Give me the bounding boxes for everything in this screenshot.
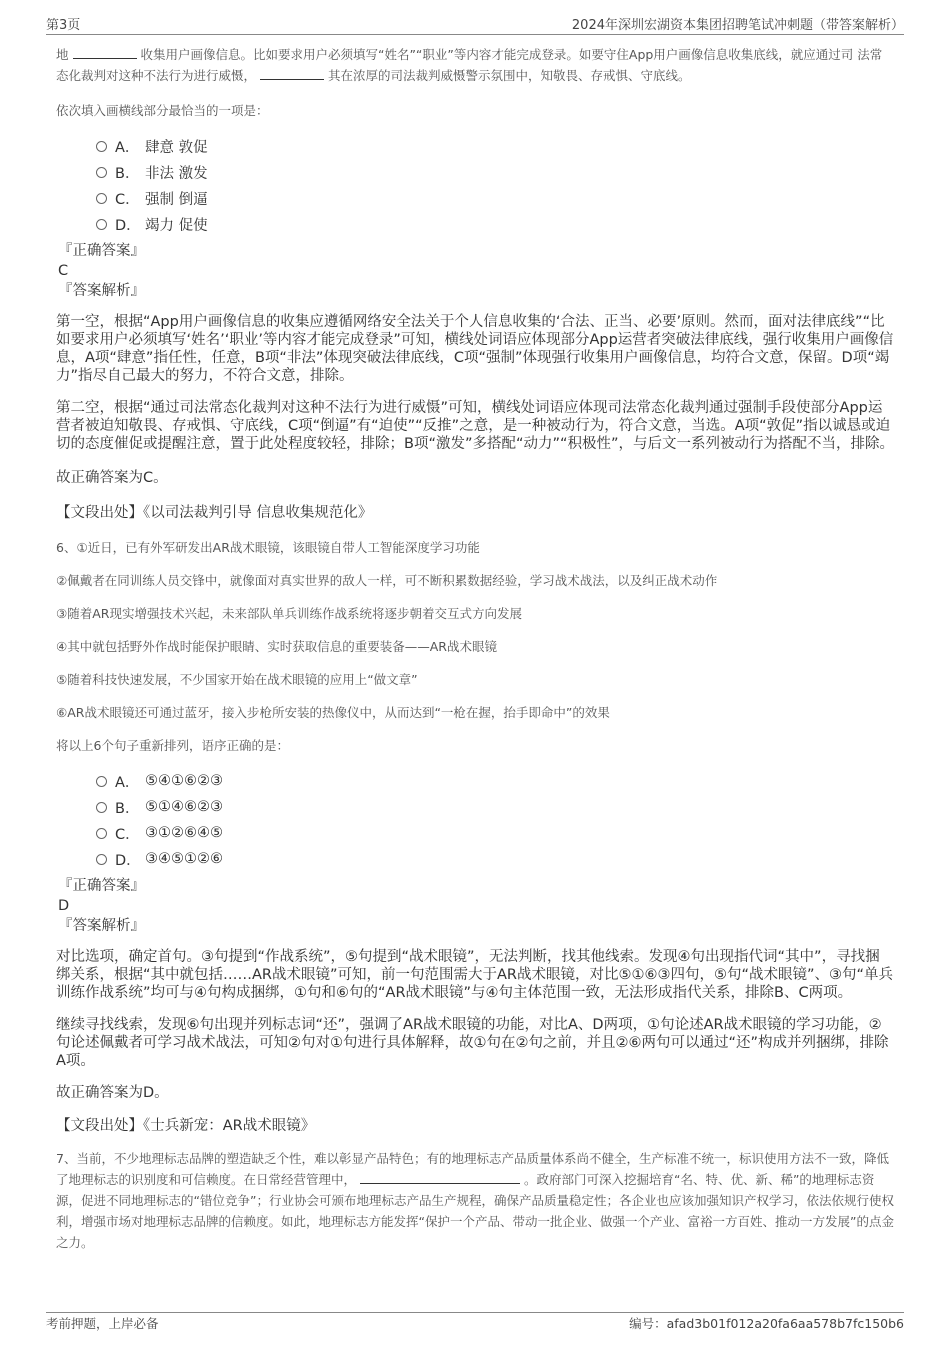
q6-analysis-p3: 故正确答案为D。 [56,1085,169,1101]
footer-divider [46,1312,904,1313]
q6-sentence-3: ③随着AR现实增强技术兴起，未来部队单兵训练作战系统将逐步朝着交互式方向发展 [56,606,522,621]
q6-analysis-p1: 对比选项，确定首句。③句提到“作战系统”，⑤句提到“战术眼镜”，无法判断，找其他线索。发现④句出现指代词“其中”，寻找捆绑关系，根据“其中就包括……AR战术眼镜”可知，前一句范围需大于AR战术眼镜，对比⑤①⑥③四句，⑤句“战术眼镜”、③句“单兵训练作战系统”均可与④句构成捆绑，①句和⑥句的“AR战术眼镜”与④句主体范围一致，无法形成指代关系，排除B、C两项。 [56,949,894,1001]
q6-answer-label: 『正确答案』 [58,878,145,894]
q5-answer: C [58,263,69,279]
q6-options [56,768,894,872]
q6-analysis-p2: 继续寻找线索，发现⑥句出现并列标志词“还”，强调了AR战术眼镜的功能，对比A、D两项，①句论述AR战术眼镜的学习功能，②句论述佩戴者可学习战术战法，可知②句对①句进行具体解释，故①句在②句之前，并且②⑥两句可以通过“还”构成并列捆绑，排除A项。 [56,1017,889,1069]
footer-code: 编号：afad3b01f012a20fa6aa578b7fc150b6 [629,1316,904,1331]
page-content [56,44,894,1253]
q6-sentence-6: ⑥AR战术眼镜还可通过蓝牙，接入步枪所安装的热像仪中，从而达到“一枪在握，抬手即命中”的效果 [56,705,610,720]
radio-icon[interactable] [96,854,107,865]
q5-analysis-p2: 第二空，根据“通过司法常态化裁判对这种不法行为进行威慑”可知，横线处词语应体现司法常态化裁判通过强制手段使部分App运营者被迫知敬畏、存戒惧、守底线，C项“倒逼”有“迫使”“反推”之意，是一种被动行为，符合文意，当选。A项“敦促”指以诚恳或迫切的态度催促或提醒注意，置于此处程度较轻，排除；B项“激发”多搭配“动力”“积极性”，与后文一系列被动行为搭配不当，排除。 [56,400,895,452]
q5-analysis-p1: 第一空，根据“App用户画像信息的收集应遵循网络安全法关于个人信息收集的‘合法、正当、必要’原则。然而，面对法律底线”“比如要求用户必须填写‘姓名’‘职业’等内容才能完成登录”可知，横线处词语应体现部分App运营者突破法律底线，强行收集用户画像信息，A项“肆意”指任性，任意，B项“非法”体现突破法律底线，C项“强制”体现强行收集用户画像信息，均符合文意，保留。D项“竭力”指尽自己最大的努力，不符合文意，排除。 [56,314,894,384]
q6-sentence-1: 6、①近日，已有外军研发出AR战术眼镜，该眼镜自带人工智能深度学习功能 [56,540,480,555]
q6-option-b[interactable]: B． ⑤①④⑥②③ [96,794,894,820]
q5-analysis-p3: 故正确答案为C。 [56,470,168,486]
radio-icon[interactable] [96,193,107,204]
q5-option-a[interactable]: A． 肆意 敦促 [96,133,894,159]
page-header [46,12,904,34]
q5-answer-label: 『正确答案』 [58,243,145,259]
q5-blank-1 [73,44,137,59]
radio-icon[interactable] [96,141,107,152]
q5-option-b[interactable]: B． 非法 激发 [96,159,894,185]
header-divider [46,34,904,35]
q6-option-d[interactable]: D． ③④⑤①②⑥ [96,846,894,872]
q5-text: 地 收集用户画像信息。比如要求用户必须填写“姓名”“职业”等内容才能完成登录。如要守住App用户画像信息收集底线，就应通过司 法常态化裁判对这种不法行为进行威慑， 其在浓厚的司法裁判威慑警示氛围中，知敬畏、存戒惧、守底线。 [56,44,894,86]
q5-prompt: 依次填入画横线部分最恰当的一项是： [56,103,269,118]
q6-prompt: 将以上6个句子重新排列，语序正确的是： [56,738,289,753]
radio-icon[interactable] [96,167,107,178]
q5-option-c[interactable]: C． 强制 倒逼 [96,185,894,211]
q7-blank [360,1169,520,1184]
footer-slogan: 考前押题，上岸必备 [46,1316,159,1331]
radio-icon[interactable] [96,802,107,813]
page-footer [46,1314,904,1332]
q5-option-d[interactable]: D． 竭力 促使 [96,211,894,237]
q6-option-c[interactable]: C． ③①②⑥④⑤ [96,820,894,846]
q5-source: 【文段出处】《以司法裁判引导 信息收集规范化》 [56,505,373,521]
q6-sentence-4: ④其中就包括野外作战时能保护眼睛、实时获取信息的重要装备——AR战术眼镜 [56,639,497,654]
q5-analysis-label: 『答案解析』 [58,283,145,299]
radio-icon[interactable] [96,828,107,839]
q6-option-a[interactable]: A． ⑤④①⑥②③ [96,768,894,794]
radio-icon[interactable] [96,776,107,787]
q6-answer: D [58,898,70,914]
q6-source: 【文段出处】《士兵新宠：AR战术眼镜》 [56,1118,316,1134]
q6-sentence-2: ②佩戴者在同训练人员交锋中，就像面对真实世界的敌人一样，可不断积累数据经验，学习战术战法，以及纠正战术动作 [56,573,718,588]
q5-blank-2 [260,65,324,80]
q7-text: 7、当前，不少地理标志品牌的塑造缺乏个性，难以彰显产品特色；有的地理标志产品质量体系尚不健全，生产标准不统一，标识使用方法不一致，降低了地理标志的识别度和可信赖度。在日常经营管理中， 。政府部门可深入挖掘培育“名、特、优、新、稀”的地理标志资源，促进不同地理标志的“错位竞争”；行业协会可颁布地理标志产品生产规程，确保产品质量稳定性；各企业也应该加强知识产权学习，依法依规行使权利，增强市场对地理标志品牌的信赖度。如此，地理标志方能发挥“保护一个产品、带动一批企业、做强一个产业、富裕一方百姓、推动一方发展”的点金之力。 [56,1151,894,1250]
q6-analysis-label: 『答案解析』 [58,918,145,934]
page-number: 第3页 [46,17,81,33]
radio-icon[interactable] [96,219,107,230]
document-title: 2024年深圳宏湖资本集团招聘笔试冲刺题（带答案解析） [571,17,904,33]
q5-options [56,133,894,237]
q6-sentence-5: ⑤随着科技快速发展，不少国家开始在战术眼镜的应用上“做文章” [56,672,418,687]
